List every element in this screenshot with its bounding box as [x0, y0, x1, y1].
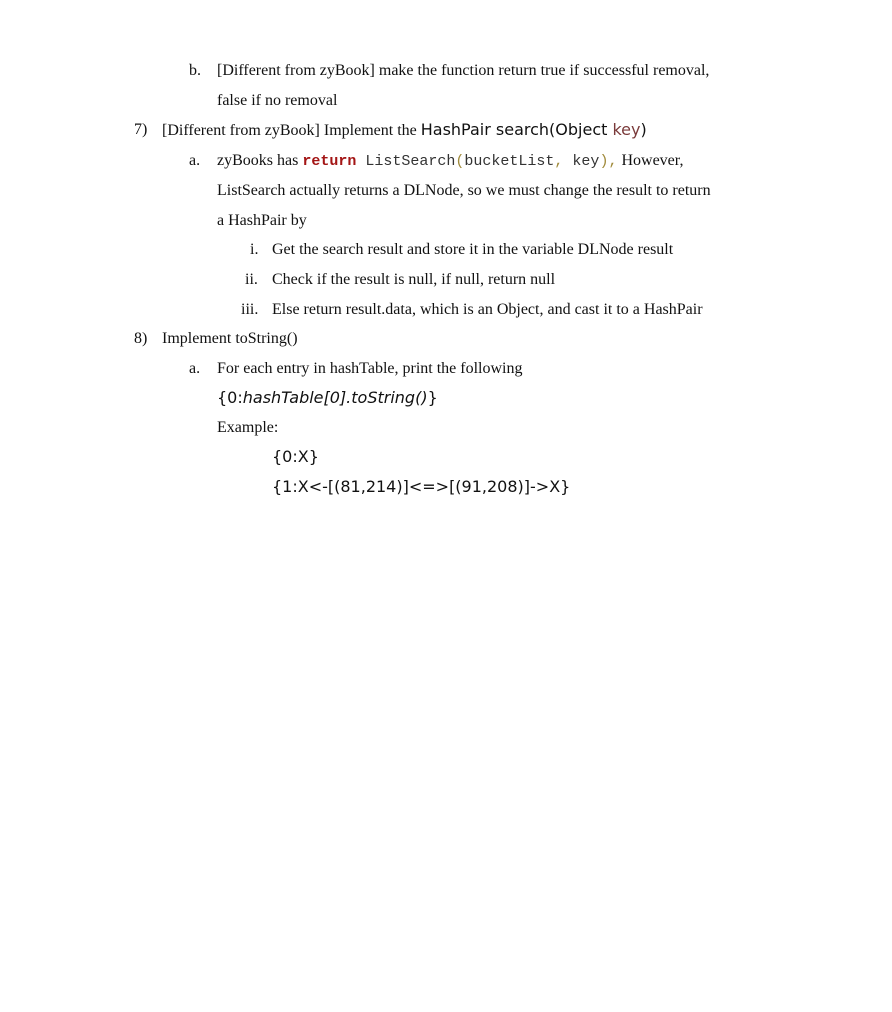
item-b-line2: false if no removal	[217, 92, 338, 109]
list-marker-iii: iii.	[241, 301, 259, 318]
item-7a-line1	[217, 151, 683, 172]
code-paren-close: ),	[599, 153, 618, 170]
item-b-line1: [Different from zyBook] make the function return true if successful removal,	[217, 62, 710, 79]
item-7a-suffix: However,	[617, 152, 684, 169]
method-close: )	[640, 120, 647, 139]
example-line-1: {0:X}	[272, 447, 319, 466]
code-paren-open: (	[455, 153, 465, 170]
item-7a-prefix: zyBooks has	[217, 152, 303, 169]
item-7	[162, 120, 647, 141]
code-keyword-return: return	[302, 153, 357, 170]
code-key: key	[572, 153, 600, 170]
format-open: {0:	[217, 388, 243, 407]
format-expression: hashTable[0].toString()	[242, 388, 428, 407]
format-template	[217, 388, 438, 408]
code-listsearch: ListSearch	[356, 153, 456, 170]
item-8a: For each entry in hashTable, print the following	[217, 360, 523, 377]
list-marker-7a: a.	[189, 152, 201, 169]
example-label: Example:	[217, 419, 279, 436]
format-close: }	[427, 388, 438, 407]
list-marker-b: b.	[189, 62, 201, 79]
item-7-text: [Different from zyBook] Implement the	[162, 122, 421, 139]
example-line-2: {1:X<-[(81,214)]<=>[(91,208)]->X}	[272, 477, 571, 496]
item-7a-line2: ListSearch actually returns a DLNode, so we must change the result to return	[217, 182, 711, 199]
code-comma: ,	[554, 153, 573, 170]
list-marker-8: 8)	[134, 330, 148, 347]
method-param: key	[612, 120, 641, 139]
sub-item-i: Get the search result and store it in the variable DLNode result	[272, 241, 674, 258]
sub-item-iii: Else return result.data, which is an Object, and cast it to a HashPair	[272, 301, 703, 318]
list-marker-ii: ii.	[245, 271, 258, 288]
list-marker-i: i.	[250, 241, 259, 258]
list-marker-7: 7)	[134, 121, 148, 138]
item-7a-line3: a HashPair by	[217, 212, 307, 229]
list-marker-8a: a.	[189, 360, 201, 377]
method-signature: HashPair search(Object	[420, 120, 613, 139]
code-bucketlist: bucketList	[464, 153, 555, 170]
sub-item-ii: Check if the result is null, if null, return null	[272, 271, 556, 288]
item-8: Implement toString()	[162, 330, 298, 347]
